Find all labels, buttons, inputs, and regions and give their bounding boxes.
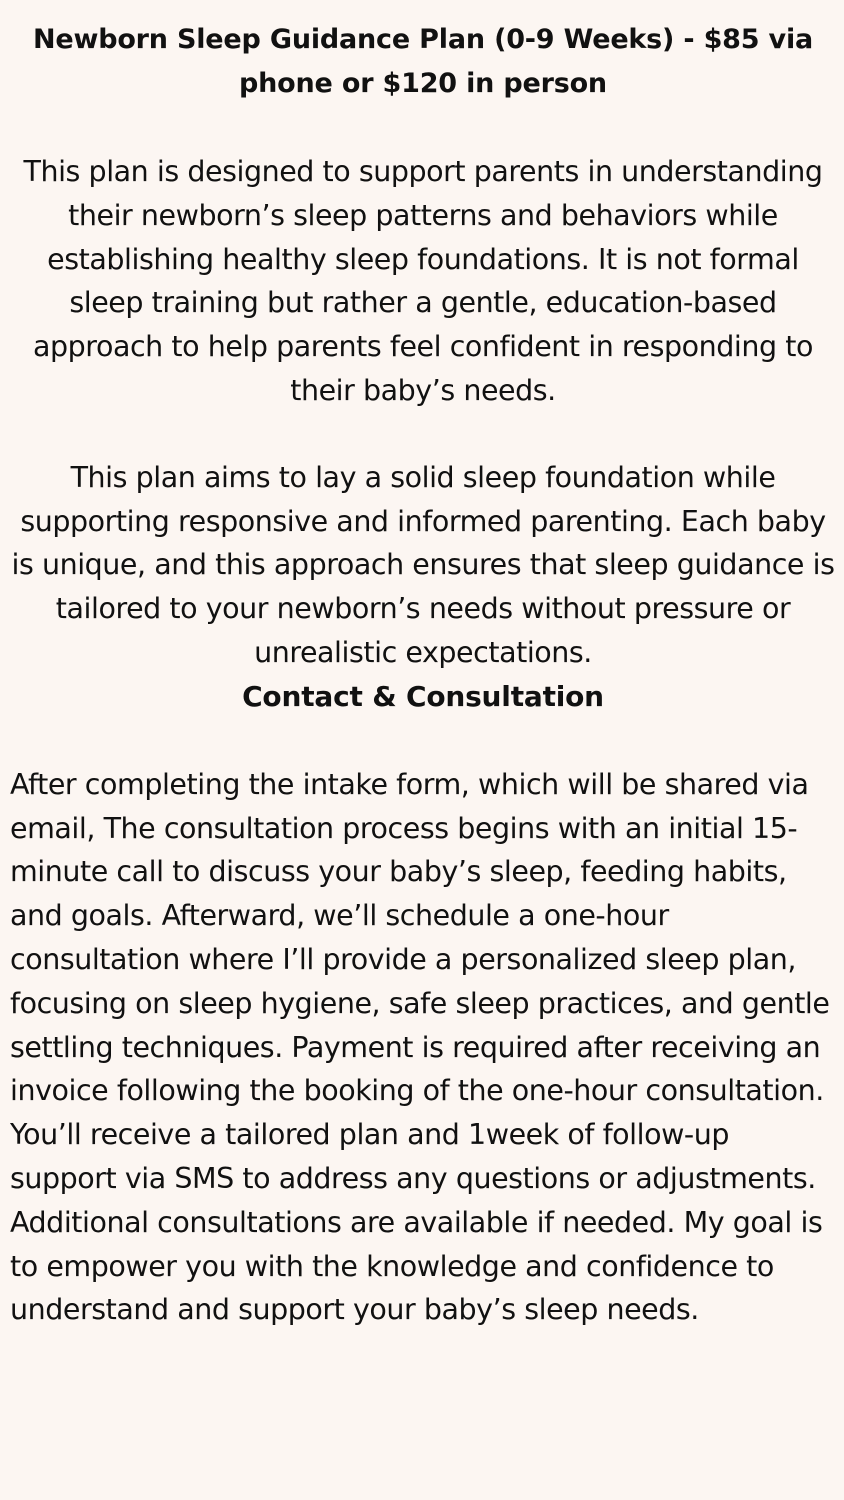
consultation-paragraph: After completing the intake form, which will be shared via email, The consultation process begins with an initial 15-minute call to discuss your baby’s sleep, feeding habits, and goals. Afterward, we’ll schedule a one-hour consultation where I’ll provide a personalized sleep plan, focusing on sleep hygiene, safe sleep practices, and gentle settling techniques. Payment is required after receiving an invoice following the booking of the one-hour consultation. You’ll receive a tailored plan and 1week of follow-up support via SMS to address any questions or adjustments. Additional consultations are available if needed. My goal is to empower you with the knowledge and confidence to understand and support your baby’s sleep needs.	[10, 767, 830, 1327]
section-heading: Contact & Consultation	[242, 679, 604, 713]
intro-paragraph: This plan is designed to support parents in understanding their newborn’s sleep patterns and behaviors while establishing healthy sleep foundations. It is not formal sleep training but rather a gentle, education-based approach to help parents feel confident in responding to their baby’s needs.	[23, 155, 823, 407]
plan-title: Newborn Sleep Guidance Plan (0-9 Weeks) - $85 via phone or $120 in person	[32, 24, 814, 99]
approach-paragraph: This plan aims to lay a solid sleep foundation while supporting responsive and informed parenting. Each baby is unique, and this approach ensures that sleep guidance is tailored to your newborn’s needs without pressure or unrealistic expectations.	[11, 460, 835, 669]
